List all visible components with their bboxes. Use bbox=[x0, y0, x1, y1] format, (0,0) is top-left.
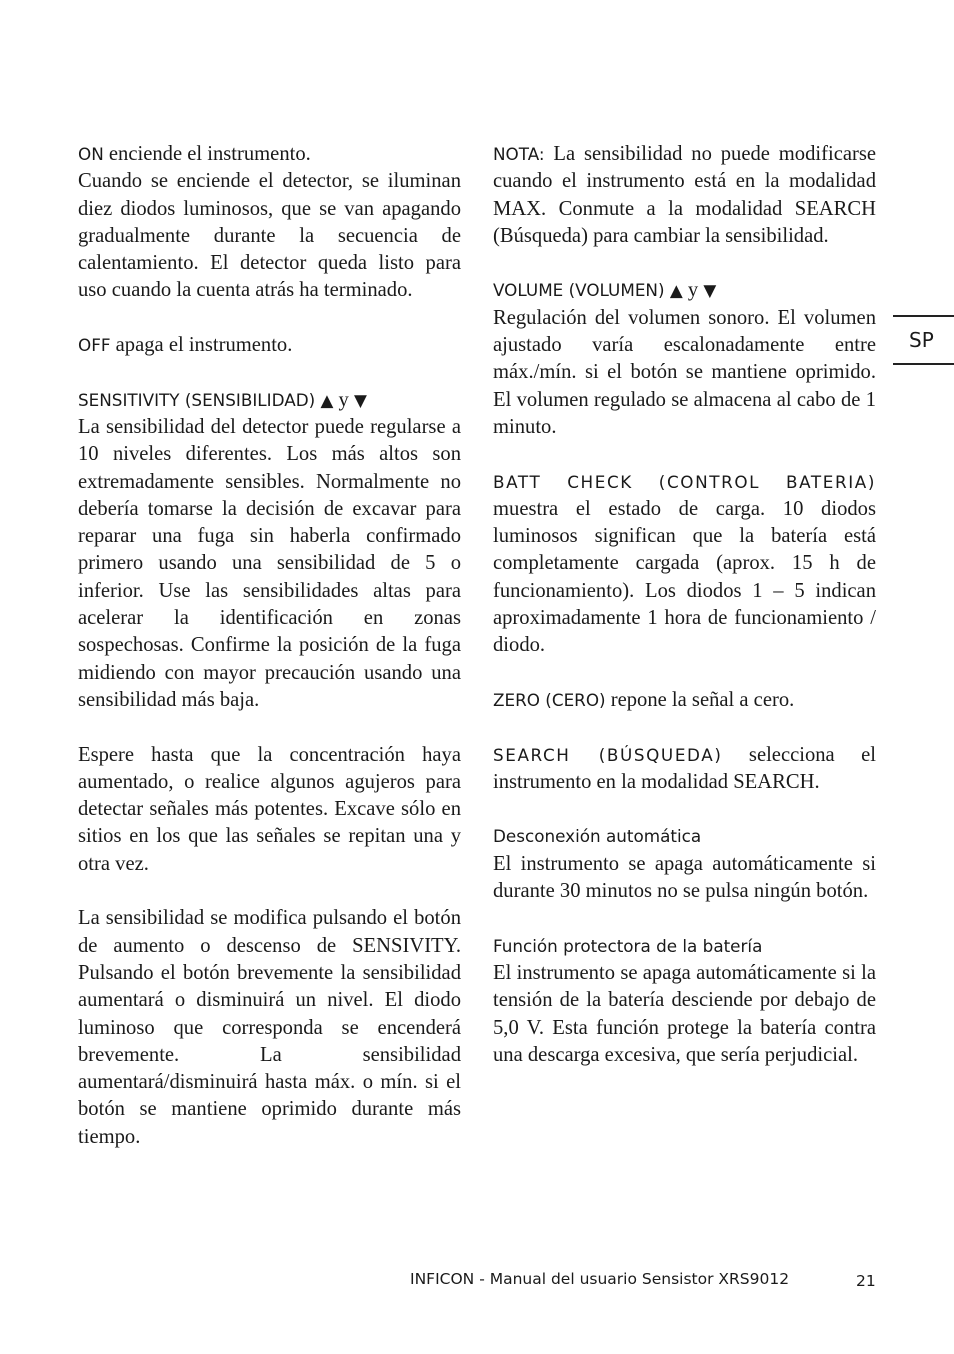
auto-off-heading: Desconexión automática bbox=[493, 826, 702, 847]
sensitivity-paragraph bbox=[78, 387, 461, 715]
off-text: apaga el instrumento. bbox=[110, 334, 293, 357]
on-paragraph bbox=[78, 141, 461, 305]
zero-term: ZERO (CERO) bbox=[493, 689, 606, 710]
volume-text: Regulación del volumen sonoro. El volumen ajustado varía escalonadamente entre máx./mín. si el botón se mantiene oprimido. El volumen regulado se almacena al cabo de 1 minuto. bbox=[493, 306, 876, 438]
footer-title: INFICON - Manual del usuario Sensistor XRS9012 bbox=[410, 1270, 790, 1288]
batt-paragraph bbox=[493, 469, 876, 660]
wait-paragraph: Espere hasta que la concentración haya aumentado, o realice algunos agujeros para detectar señales más potentes. Excave sólo en sitios en los que las señales se repitan una y otra vez. bbox=[78, 743, 461, 875]
sensitivity-y: y bbox=[333, 388, 354, 411]
page-number: 21 bbox=[856, 1272, 876, 1290]
sensitivity-heading: SENSITIVITY (SENSIBILIDAD) ▲ bbox=[78, 389, 334, 410]
note-text: La sensibilidad no puede modificarse cuando el instrumento está en la modalidad MAX. Conmute a la modalidad SEARCH (Búsqueda) para cambiar la sensibilidad. bbox=[493, 143, 876, 247]
zero-text: repone la señal a cero. bbox=[605, 688, 795, 711]
batt-text: muestra el estado de carga. 10 diodos luminosos significan que la batería está completamente cargada (aprox. 15 h de funcionamiento). Los diodos 1 – 5 indican aproximadamente 1 hora de funcionamiento / diodo. bbox=[493, 497, 876, 657]
search-text: selecciona el instrumento en la modalidad SEARCH. bbox=[493, 743, 877, 793]
note-paragraph bbox=[493, 141, 876, 250]
off-term: OFF bbox=[78, 335, 111, 356]
sensitivity-text: La sensibilidad del detector puede regularse a 10 niveles diferentes. Los más altos son extremadamente sensibles. Normalmente no debería tomarse la decisión de excavar para reparar una fuga sin haberla confirmado primero usando una sensibilidad de 5 o inferior. Use las sensibilidades altas para acelerar la identificación en zonas sospechosas. Confirme la posición de la fuga midiendo con mayor precaución usando una sensibilidad más baja. bbox=[78, 415, 461, 711]
volume-paragraph bbox=[493, 277, 876, 441]
batt-term: BATT CHECK (CONTROL BATERIA) bbox=[493, 471, 876, 492]
on-text: enciende el instrumento. bbox=[103, 143, 311, 165]
search-term: SEARCH (BÚSQUEDA) bbox=[493, 744, 723, 765]
on-term: ON bbox=[78, 144, 104, 164]
language-tab: SP bbox=[893, 315, 954, 365]
note-term: NOTA: bbox=[493, 144, 545, 164]
left-column bbox=[78, 141, 461, 1178]
auto-off-paragraph bbox=[493, 823, 876, 905]
volume-y: y bbox=[682, 279, 704, 302]
modify-paragraph: La sensibilidad se modifica pulsando el botón de aumento o descenso de SENSIVITY. Pulsando el botón brevemente la sensibilidad aumentará o disminuirá un nivel. El diodo luminoso que corresponda se encenderá brevemente. La sensibilidad aumentará/disminuirá hasta máx. o mín. si el botón se mantiene oprimido durante más tiempo. bbox=[78, 907, 461, 1148]
sensitivity-down-arrow: ▼ bbox=[354, 389, 367, 410]
right-column bbox=[493, 141, 876, 1096]
battery-protect-heading: Función protectora de la batería bbox=[493, 935, 763, 956]
volume-down-arrow: ▼ bbox=[703, 280, 717, 301]
zero-paragraph bbox=[493, 687, 876, 714]
on-detail: Cuando se enciende el detector, se iluminan diez diodos luminosos, que se van apagando gradualmente durante la secuencia de calentamiento. El detector queda listo para uso cuando la cuenta atrás ha terminado. bbox=[78, 170, 461, 302]
search-paragraph bbox=[493, 742, 876, 797]
battery-protect-paragraph bbox=[493, 933, 876, 1069]
auto-off-text: El instrumento se apaga automáticamente si durante 30 minutos no se pulsa ningún botón. bbox=[493, 852, 876, 903]
battery-protect-text: El instrumento se apaga automáticamente si la tensión de la batería desciende por debajo de 5,0 V. Esta función protege la batería contra una descarga excesiva, que sería perjudicial. bbox=[493, 961, 876, 1066]
off-paragraph bbox=[78, 332, 461, 359]
volume-heading: VOLUME (VOLUMEN) ▲ bbox=[493, 280, 683, 301]
